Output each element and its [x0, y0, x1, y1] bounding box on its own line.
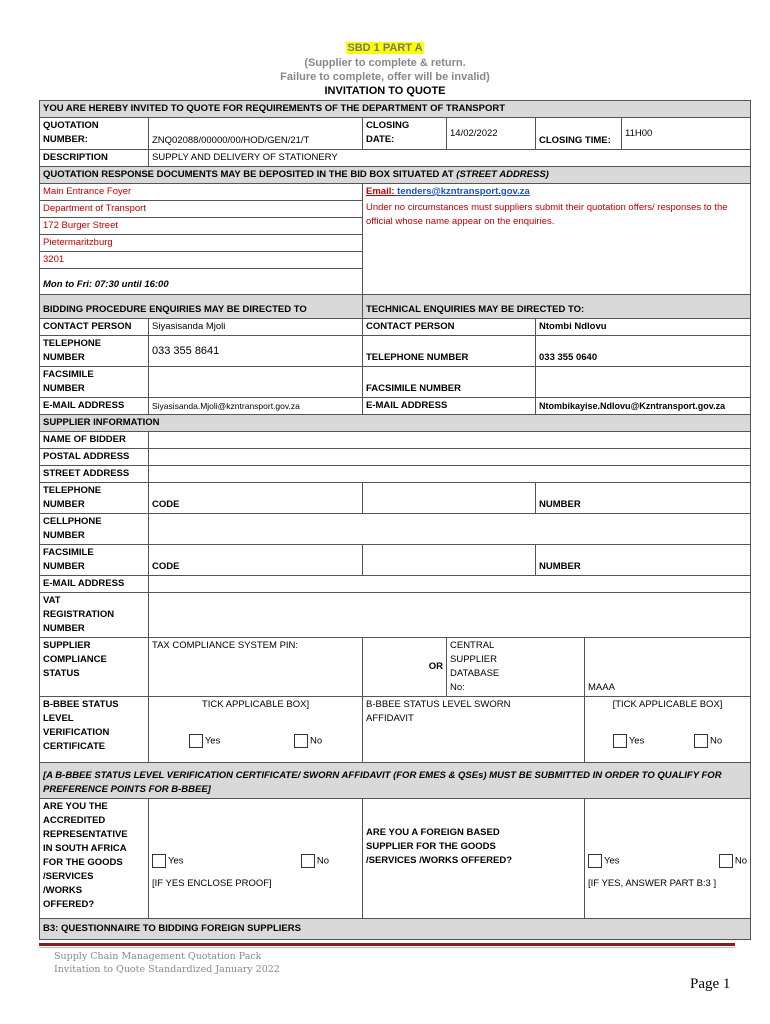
checkbox[interactable] — [189, 734, 203, 748]
deposit-banner: QUOTATION RESPONSE DOCUMENTS MAY BE DEPOSITED IN THE BID BOX SITUATED AT (STREET ADDRESS) — [40, 167, 751, 184]
footer-divider — [39, 943, 735, 946]
description-value: SUPPLY AND DELIVERY OF STATIONERY — [149, 150, 751, 167]
submission-note: Under no circumstances must suppliers submit their quotation offers/ responses to the official whose name appear on the enquiries. — [366, 202, 728, 227]
footer-line2: Invitation to Quote Standardized January 2022 — [54, 964, 280, 975]
csd-number-field[interactable]: MAAA — [585, 638, 751, 697]
foreign-yes-option[interactable]: Yes — [588, 854, 620, 869]
email-bid: Siyasisanda.Mjoli@kzntransport.gov.za — [149, 398, 363, 415]
tel-bid: 033 355 8641 — [149, 336, 363, 367]
foreign-supplier-options — [585, 799, 751, 919]
bidder-name-label: NAME OF BIDDER — [40, 432, 149, 449]
postal-address-label: POSTAL ADDRESS — [40, 449, 149, 466]
header-line1: (Supplier to complete & return. — [304, 57, 466, 69]
tech-email-label: E-MAIL ADDRESS — [363, 398, 536, 415]
bid-box-address — [40, 184, 363, 295]
address-line: Department of Transport — [40, 201, 362, 218]
contact-tech: Ntombi Ndlovu — [536, 319, 751, 336]
vat-field[interactable] — [149, 593, 751, 638]
or-label: OR — [363, 638, 447, 697]
address-line: Pietermaritzburg — [40, 235, 362, 252]
csd-label: CENTRAL SUPPLIER DATABASE No: — [447, 638, 585, 697]
bidder-name-field[interactable] — [149, 432, 751, 449]
tender-email-line: Email: tenders@kzntransport.gov.za — [366, 186, 530, 197]
supplier-fax-spacer — [363, 545, 536, 576]
supplier-banner: SUPPLIER INFORMATION — [40, 415, 751, 432]
tick-instruction: TICK APPLICABLE BOX] — [201, 699, 310, 710]
contact-bid: Siyasisanda Mjoli — [149, 319, 363, 336]
deposit-info — [363, 184, 751, 295]
page-number: Page 1 — [690, 976, 731, 992]
checkbox[interactable] — [694, 734, 708, 748]
tel-label: TELEPHONE NUMBER — [40, 336, 149, 367]
tel-tech: 033 355 0640 — [536, 336, 751, 367]
bidding-enquiries-title: BIDDING PROCEDURE ENQUIRIES MAY BE DIRECTED TO — [40, 295, 363, 319]
office-hours: Mon to Fri: 07:30 until 16:00 — [43, 279, 169, 290]
supplier-email-label: E-MAIL ADDRESS — [40, 576, 149, 593]
affidavit-options — [585, 697, 751, 763]
closing-date-label: CLOSING DATE: — [363, 118, 447, 150]
quotation-number: ZNQ02088/00000/00/HOD/GEN/21/T — [149, 118, 363, 150]
bbbee-certificate-options — [149, 697, 363, 763]
tick-instruction: [TICK APPLICABLE BOX] — [612, 699, 723, 710]
affidavit-yes-option[interactable]: Yes — [613, 734, 645, 749]
fax-label: FACSIMILE NUMBER — [40, 367, 149, 398]
supplier-email-field[interactable] — [149, 576, 751, 593]
fax-bid — [149, 367, 363, 398]
bbbee-no-option[interactable]: No — [294, 734, 322, 749]
tender-email-link[interactable]: tenders@kzntransport.gov.za — [397, 186, 530, 197]
supplier-fax-code[interactable]: CODE — [149, 545, 363, 576]
supplier-fax-label: FACSIMILE NUMBER — [40, 545, 149, 576]
rep-yes-option[interactable]: Yes — [152, 854, 184, 869]
bbbee-yes-option[interactable]: Yes — [189, 734, 221, 749]
street-address-label: STREET ADDRESS — [40, 466, 149, 483]
compliance-label: SUPPLIER COMPLIANCE STATUS — [40, 638, 149, 697]
supplier-tel-label: TELEPHONE NUMBER — [40, 483, 149, 514]
accredited-rep-options — [149, 799, 363, 919]
email-label: E-MAIL ADDRESS — [40, 398, 149, 415]
rep-checkboxes — [152, 854, 359, 869]
footer-line1: Supply Chain Management Quotation Pack — [54, 951, 262, 962]
part-b3-note: [IF YES, ANSWER PART B:3 ] — [588, 877, 717, 889]
foreign-supplier-label: ARE YOU A FOREIGN BASED SUPPLIER FOR THE GOODS /SERVICES /WORKS OFFERED? — [363, 799, 585, 919]
supplier-tel-spacer — [363, 483, 536, 514]
street-address-field[interactable] — [149, 466, 751, 483]
checkbox[interactable] — [613, 734, 627, 748]
closing-date: 14/02/2022 — [447, 118, 536, 150]
bbbee-label: B-BBEE STATUS LEVEL VERIFICATION CERTIFICATE — [40, 697, 149, 763]
checkbox[interactable] — [719, 854, 733, 868]
supplier-tel-number[interactable]: NUMBER — [536, 483, 751, 514]
invite-banner: YOU ARE HEREBY INVITED TO QUOTE FOR REQUIREMENTS OF THE DEPARTMENT OF TRANSPORT — [40, 101, 751, 118]
quote-form — [39, 100, 751, 940]
postal-address-field[interactable] — [149, 449, 751, 466]
page-title: INVITATION TO QUOTE — [324, 85, 446, 97]
tax-pin-field[interactable]: TAX COMPLIANCE SYSTEM PIN: — [149, 638, 363, 697]
closing-time-label: CLOSING TIME: — [536, 118, 622, 150]
checkbox[interactable] — [294, 734, 308, 748]
sbd-label: SBD 1 PART A — [347, 42, 423, 54]
rep-no-option[interactable]: No — [301, 854, 329, 869]
footer-divider-thin — [39, 947, 735, 948]
email-tech: Ntombikayise.Ndlovu@Kzntransport.gov.za — [536, 398, 751, 415]
technical-enquiries-title: TECHNICAL ENQUIRIES MAY BE DIRECTED TO: — [363, 295, 751, 319]
address-line: 172 Burger Street — [40, 218, 362, 235]
bbbee-note: [A B-BBEE STATUS LEVEL VERIFICATION CERTIFICATE/ SWORN AFFIDAVIT (FOR EMES & QSEs) MUST BE SUBMITTED IN ORDER TO QUALIFY FOR PREFERENCE POINTS FOR B-BBEE] — [40, 763, 751, 799]
header-line2: Failure to complete, offer will be invalid) — [280, 71, 490, 83]
address-line: 3201 — [40, 252, 362, 269]
foreign-checkboxes — [588, 854, 747, 869]
cellphone-label: CELLPHONE NUMBER — [40, 514, 149, 545]
tech-contact-label: CONTACT PERSON — [363, 319, 536, 336]
supplier-tel-code[interactable]: CODE — [149, 483, 363, 514]
b3-banner: B3: QUESTIONNAIRE TO BIDDING FOREIGN SUPPLIERS — [40, 919, 751, 940]
affidavit-label: B-BBEE STATUS LEVEL SWORN AFFIDAVIT — [363, 697, 585, 763]
tech-fax-label: FACSIMILE NUMBER — [363, 367, 536, 398]
address-line: Main Entrance Foyer — [40, 184, 362, 201]
cellphone-field[interactable] — [149, 514, 751, 545]
checkbox[interactable] — [588, 854, 602, 868]
checkbox[interactable] — [152, 854, 166, 868]
affidavit-no-option[interactable]: No — [694, 734, 722, 749]
enclose-proof-note: [IF YES ENCLOSE PROOF] — [152, 877, 272, 889]
description-label: DESCRIPTION — [40, 150, 149, 167]
affidavit-checkboxes — [588, 734, 747, 749]
closing-time: 11H00 — [622, 118, 751, 150]
fax-tech — [536, 367, 751, 398]
contact-label: CONTACT PERSON — [40, 319, 149, 336]
vat-label: VAT REGISTRATION NUMBER — [40, 593, 149, 638]
foreign-no-option[interactable]: No — [719, 854, 747, 869]
bbbee-checkboxes — [152, 734, 359, 749]
quotation-number-label: QUOTATION NUMBER: — [40, 118, 149, 150]
supplier-fax-number[interactable]: NUMBER — [536, 545, 751, 576]
tech-tel-label: TELEPHONE NUMBER — [363, 336, 536, 367]
accredited-rep-label: ARE YOU THE ACCREDITED REPRESENTATIVE IN SOUTH AFRICA FOR THE GOODS /SERVICES /WORKS OFFERED? — [40, 799, 149, 919]
checkbox[interactable] — [301, 854, 315, 868]
